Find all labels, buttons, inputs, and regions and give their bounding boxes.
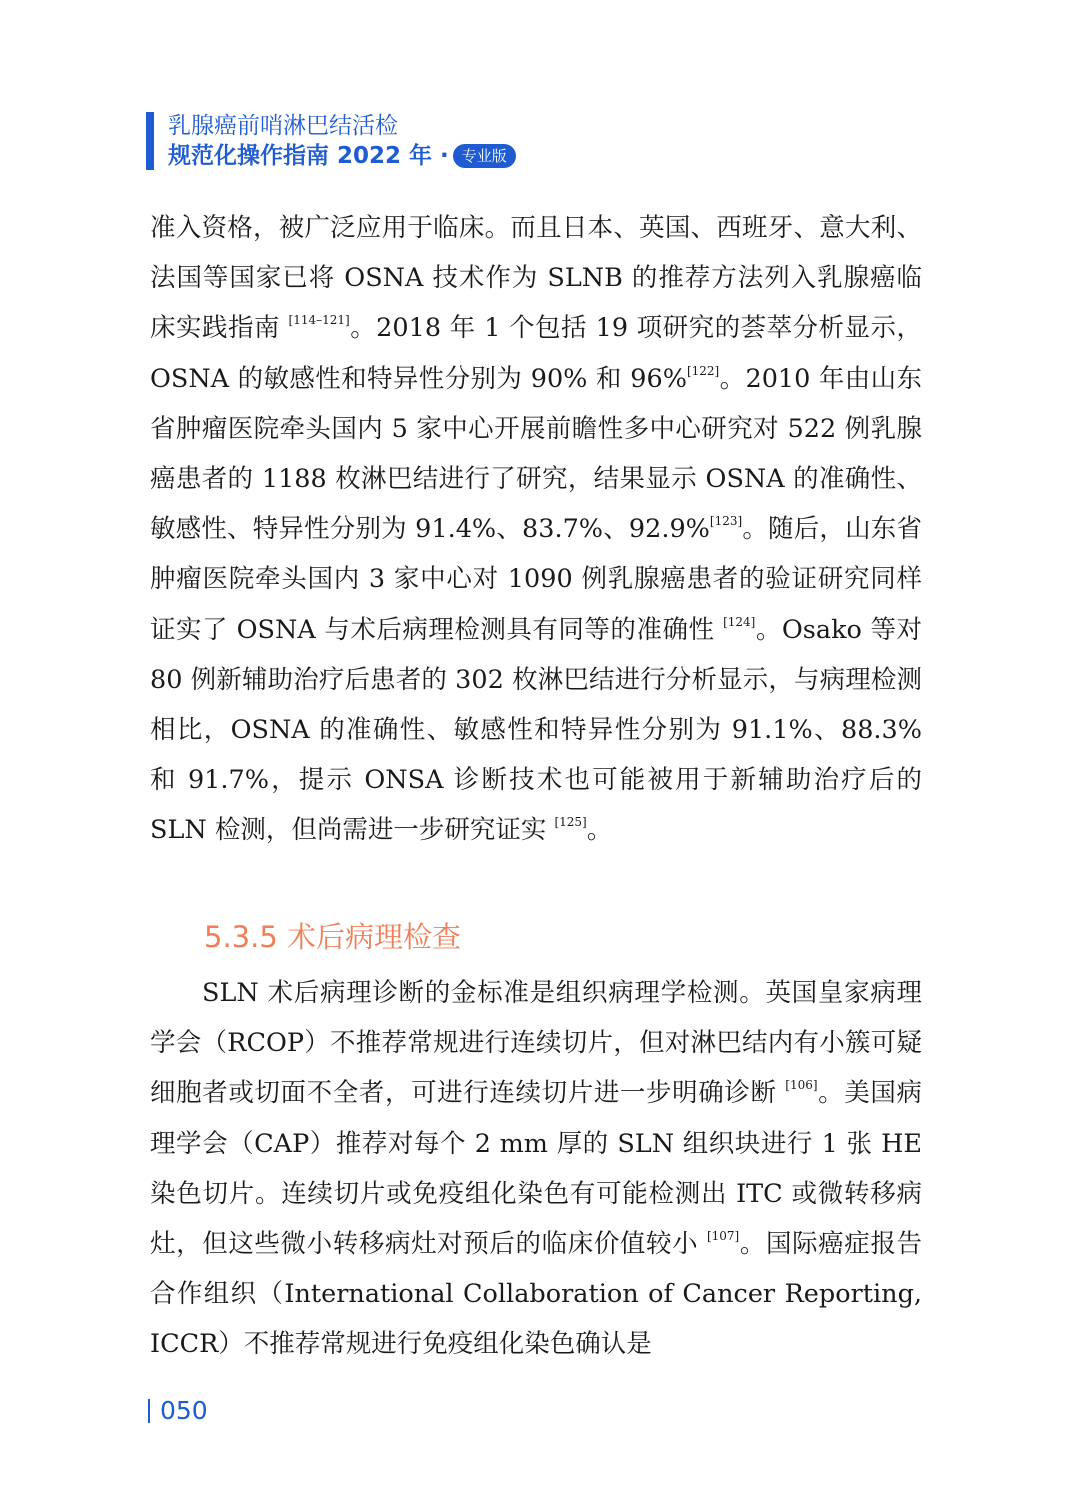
section-heading: 5.3.5 术后病理检查 — [204, 920, 462, 954]
footer-accent-bar — [148, 1399, 150, 1423]
citation-ref: [107] — [706, 1229, 740, 1244]
paragraph-text: 。2018 年 1 个包括 19 项研究的荟萃分析显示，OSNA 的敏感性和特异性分别为 90% 和 96% — [150, 313, 922, 394]
paragraph-text: 准入资格，被广泛应用于临床。而且日本、英国、西班牙、意大利、法国等国家已将 OSNA 技术作为 SLNB 的推荐方法列入乳腺癌临床实践指南 — [150, 213, 922, 344]
citation-ref: [123] — [709, 514, 743, 529]
paragraph-text: 。美国病理学会（CAP）推荐对每个 2 mm 厚的 SLN 组织块进行 1 张 HE 染色切片。连续切片或免疫组化染色有可能检测出 ITC 或微转移病灶，但这些微小转移病灶对预后的临床价值较小 — [150, 1078, 922, 1260]
paragraph-pathology — [150, 968, 922, 1370]
book-title-line1: 乳腺癌前哨淋巴结活检 — [168, 113, 398, 139]
paragraph-text: 。Osako 等对 80 例新辅助治疗后患者的 302 枚淋巴结进行分析显示，与病理检测相比，OSNA 的准确性、敏感性和特异性分别为 91.1%、88.3% 和 91.7%，提示 ONSA 诊断技术也可能被用于新辅助治疗后的 SLN 检测，但尚需进一步研究证实 — [150, 614, 922, 846]
page-number: 050 — [160, 1396, 208, 1425]
paragraph-text: 。随后，山东省肿瘤医院牵头国内 3 家中心对 1090 例乳腺癌患者的验证研究同样证实了 OSNA 与术后病理检测具有同等的准确性 — [150, 514, 922, 645]
edition-badge: 专业版 — [453, 144, 516, 168]
paragraph-text: SLN 术后病理诊断的金标准是组织病理学检测。英国皇家病理学会（RCOP）不推荐常规进行连续切片，但对淋巴结内有小簇可疑细胞者或切面不全者，可进行连续切片进一步明确诊断 — [150, 978, 922, 1109]
header-accent-bar — [146, 112, 154, 170]
book-title-line2 — [168, 142, 516, 170]
citation-ref: [124] — [723, 614, 756, 629]
citation-ref: [125] — [554, 815, 587, 830]
paragraph-text: 。国际癌症报告合作组织（International Collaboration of Cancer Reporting, ICCR）不推荐常规进行免疫组化染色确认是 — [150, 1229, 922, 1360]
citation-ref: [106] — [785, 1078, 818, 1093]
book-title-line2-text: 规范化操作指南 2022 年 · — [168, 143, 449, 169]
citation-ref: [114–121] — [288, 313, 350, 328]
citation-ref: [122] — [686, 363, 720, 378]
paragraph-text: 。 — [586, 815, 613, 846]
paragraph-text: 。2010 年由山东省肿瘤医院牵头国内 5 家中心开展前瞻性多中心研究对 522 例乳腺癌患者的 1188 枚淋巴结进行了研究，结果显示 OSNA 的准确性、敏感性、特异性分别为 91.4%、83.7%、92.9% — [150, 363, 922, 545]
paragraph-osna — [150, 203, 922, 856]
